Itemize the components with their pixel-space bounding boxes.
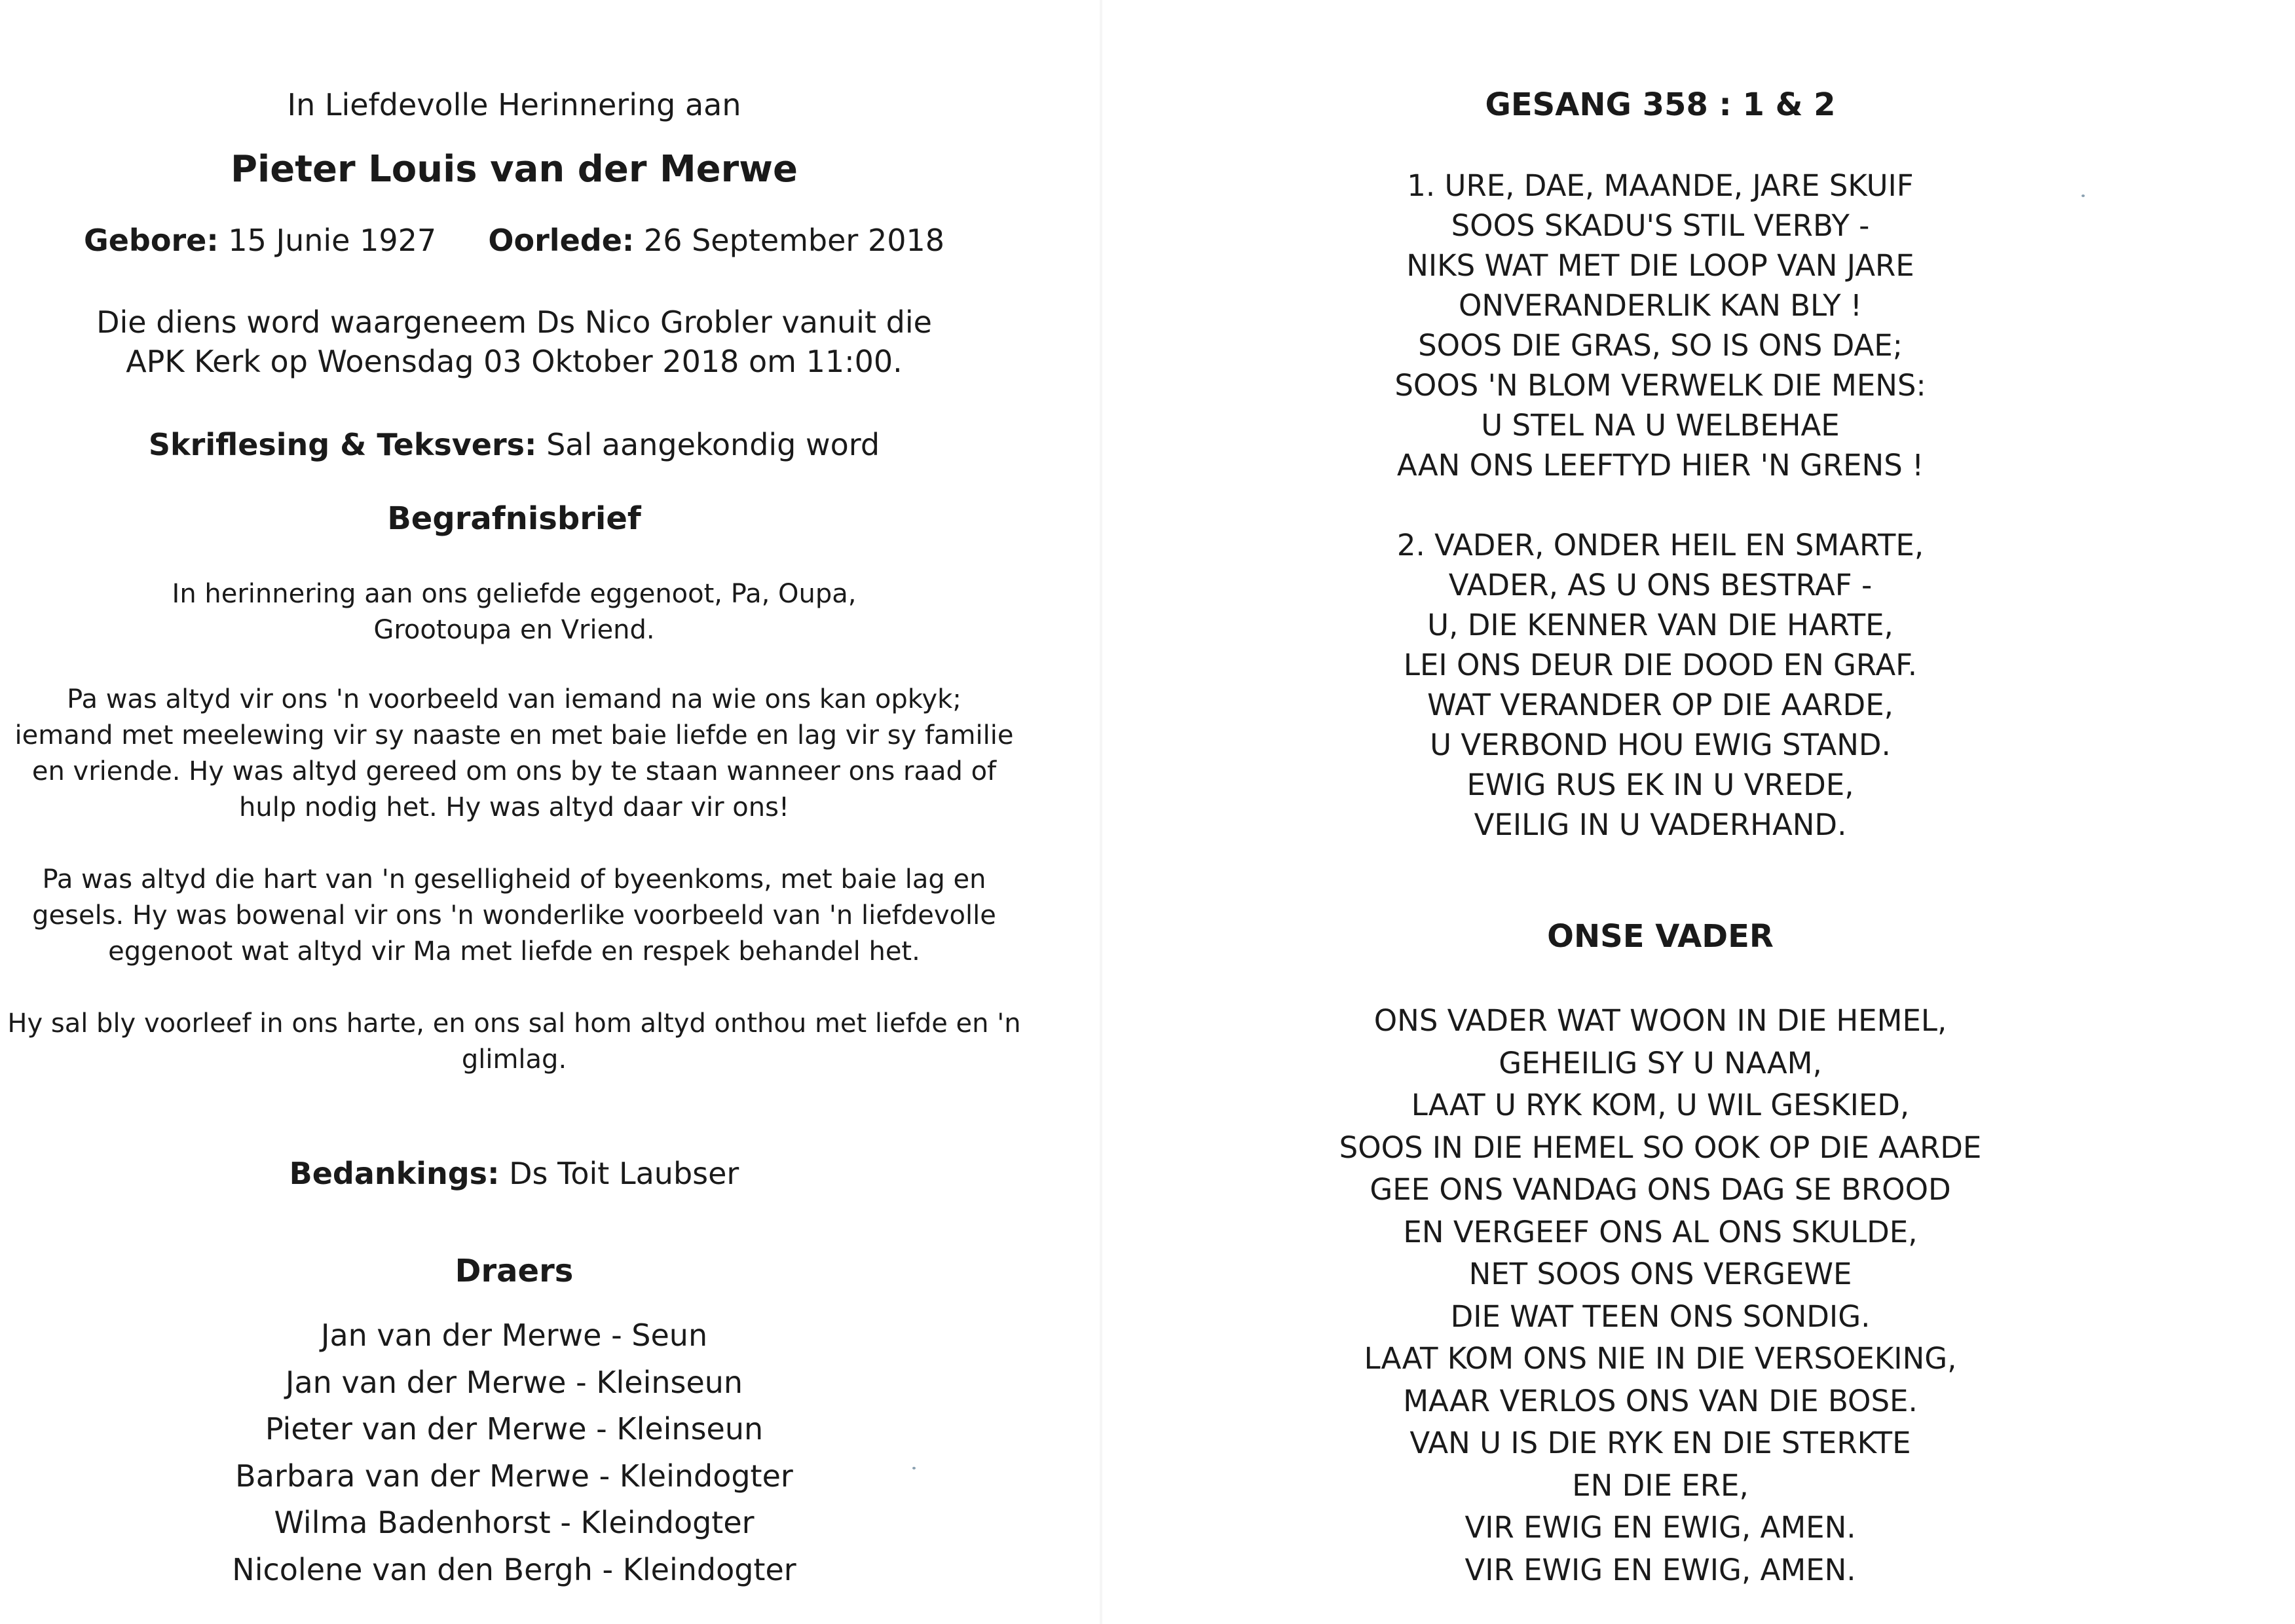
letter-line: iemand met meelewing vir sy naaste en met baie liefde en lag vir sy familie — [14, 720, 1014, 750]
letter-line: In herinnering aan ons geliefde eggenoot, Pa, Oupa, — [172, 579, 857, 609]
died-date: 26 September 2018 — [643, 223, 945, 258]
prayer-line: MAAR VERLOS ONS VAN DIE BOSE. — [1403, 1383, 1918, 1418]
prayer-line: EN VERGEEF ONS AL ONS SKULDE, — [1403, 1214, 1918, 1249]
prayer-text — [1107, 1000, 2214, 1591]
verse-line: WAT VERANDER OP DIE AARDE, — [1427, 688, 1894, 722]
letter-paragraph-3 — [0, 862, 1028, 970]
prayer-line: NET SOOS ONS VERGEWE — [1468, 1257, 1852, 1291]
service-line: APK Kerk op Woensdag 03 Oktober 2018 om 11:00. — [126, 344, 903, 379]
died-label: Oorlede: — [488, 223, 635, 258]
verse-line: VADER, AS U ONS BESTRAF - — [1448, 568, 1873, 602]
reading-label: Skriflesing & Teksvers: — [148, 427, 537, 462]
letter-line: eggenoot wat altyd vir Ma met liefde en respek behandel het. — [108, 936, 920, 967]
prayer-line: GEE ONS VANDAG ONS DAG SE BROOD — [1370, 1172, 1951, 1207]
prayer-line: DIE WAT TEEN ONS SONDIG. — [1450, 1299, 1871, 1334]
verse-line: VEILIG IN U VADERHAND. — [1474, 807, 1847, 842]
letter-line: Pa was altyd die hart van 'n geselligheid of byeenkoms, met baie lag en — [42, 864, 986, 895]
letter-heading-block — [0, 499, 1028, 538]
letter-line: en vriende. Hy was altyd gereed om ons by te staan wanneer ons raad of — [31, 756, 997, 786]
verse-line: AAN ONS LEEFTYD HIER 'N GRENS ! — [1396, 448, 1924, 483]
reading-value: Sal aangekondig word — [546, 427, 880, 462]
letter-line: Pa was altyd vir ons 'n voorbeeld van iemand na wie ons kan opkyk; — [67, 684, 961, 714]
verse-line: 2. VADER, ONDER HEIL EN SMARTE, — [1396, 528, 1924, 563]
dates-line — [0, 221, 1028, 260]
thanks-label: Bedankings: — [289, 1156, 500, 1191]
letter-line: Grootoupa en Vriend. — [373, 615, 655, 645]
verse-line: SOOS DIE GRAS, SO IS ONS DAE; — [1418, 328, 1903, 363]
letter-line: hulp nodig het. Hy was altyd daar vir ons! — [239, 792, 789, 822]
deceased-name: Pieter Louis van der Merwe — [230, 148, 798, 191]
verse-line: SOOS SKADU'S STIL VERBY - — [1451, 208, 1870, 243]
deceased-name-block — [0, 147, 1028, 193]
letter-heading: Begrafnisbrief — [387, 500, 641, 537]
letter-line: glimlag. — [461, 1044, 567, 1075]
prayer-heading: ONSE VADER — [1547, 918, 1774, 955]
prayer-line: LAAT U RYK KOM, U WIL GESKIED, — [1411, 1088, 1910, 1122]
hymn-heading-block — [1107, 85, 2214, 124]
left-page — [0, 0, 1028, 1624]
memorial-intro — [0, 85, 1028, 124]
hymn-verse-1 — [1107, 166, 2214, 485]
letter-line: Hy sal bly voorleef in ons harte, en ons sal hom altyd onthou met liefde en 'n — [7, 1008, 1021, 1039]
prayer-line: SOOS IN DIE HEMEL SO OOK OP DIE AARDE — [1339, 1130, 1982, 1165]
letter-paragraph-2 — [0, 682, 1028, 826]
verse-line: NIKS WAT MET DIE LOOP VAN JARE — [1406, 248, 1914, 283]
reading-line — [0, 425, 1028, 464]
prayer-heading-block — [1107, 917, 2214, 956]
thanks-line — [0, 1154, 1028, 1193]
bearers-heading-block — [0, 1251, 1028, 1291]
prayer-line: LAAT KOM ONS NIE IN DIE VERSOEKING, — [1364, 1341, 1957, 1376]
right-page — [1107, 0, 2214, 1624]
intro-text: In Liefdevolle Herinnering aan — [287, 87, 741, 122]
prayer-line: VIR EWIG EN EWIG, AMEN. — [1465, 1510, 1856, 1545]
verse-line: U, DIE KENNER VAN DIE HARTE, — [1427, 608, 1894, 642]
letter-paragraph-1 — [0, 576, 1028, 648]
bearer-item: Barbara van der Merwe - Kleindogter — [235, 1458, 793, 1494]
bearer-item: Pieter van der Merwe - Kleinseun — [265, 1411, 764, 1447]
service-details — [0, 303, 1028, 381]
service-line: Die diens word waargeneem Ds Nico Grobler vanuit die — [96, 304, 932, 340]
verse-line: LEI ONS DEUR DIE DOOD EN GRAF. — [1403, 648, 1918, 682]
verse-line: ONVERANDERLIK KAN BLY ! — [1459, 288, 1862, 323]
prayer-line: ONS VADER WAT WOON IN DIE HEMEL, — [1373, 1003, 1947, 1038]
page-fold — [1099, 0, 1103, 1624]
prayer-line: EN DIE ERE, — [1572, 1467, 1749, 1503]
thanks-value: Ds Toit Laubser — [509, 1156, 739, 1191]
verse-line: U STEL NA U WELBEHAE — [1481, 408, 1840, 443]
bearers-heading: Draers — [455, 1253, 574, 1289]
verse-line: 1. URE, DAE, MAANDE, JARE SKUIF — [1407, 168, 1914, 203]
bearer-item: Jan van der Merwe - Kleinseun — [285, 1364, 743, 1400]
bearer-item: Nicolene van den Bergh - Kleindogter — [232, 1551, 796, 1587]
hymn-heading: GESANG 358 : 1 & 2 — [1485, 86, 1836, 123]
letter-line: gesels. Hy was bowenal vir ons 'n wonderlike voorbeeld van 'n liefdevolle — [32, 900, 996, 931]
bearer-item: Wilma Badenhorst - Kleindogter — [274, 1505, 755, 1540]
verse-line: SOOS 'N BLOM VERWELK DIE MENS: — [1394, 368, 1926, 403]
hymn-verse-2 — [1107, 525, 2214, 845]
verse-line: EWIG RUS EK IN U VREDE, — [1466, 767, 1854, 802]
prayer-line: VIR EWIG EN EWIG, AMEN. — [1465, 1552, 1856, 1587]
prayer-line: VAN U IS DIE RYK EN DIE STERKTE — [1409, 1426, 1911, 1460]
born-date: 15 Junie 1927 — [228, 223, 437, 258]
bearer-item: Jan van der Merwe - Seun — [320, 1318, 708, 1353]
bearers-list — [0, 1312, 1028, 1593]
letter-paragraph-4 — [0, 1006, 1028, 1078]
verse-line: U VERBOND HOU EWIG STAND. — [1430, 728, 1891, 762]
prayer-line: GEHEILIG SY U NAAM, — [1499, 1045, 1822, 1080]
born-label: Gebore: — [83, 223, 219, 258]
